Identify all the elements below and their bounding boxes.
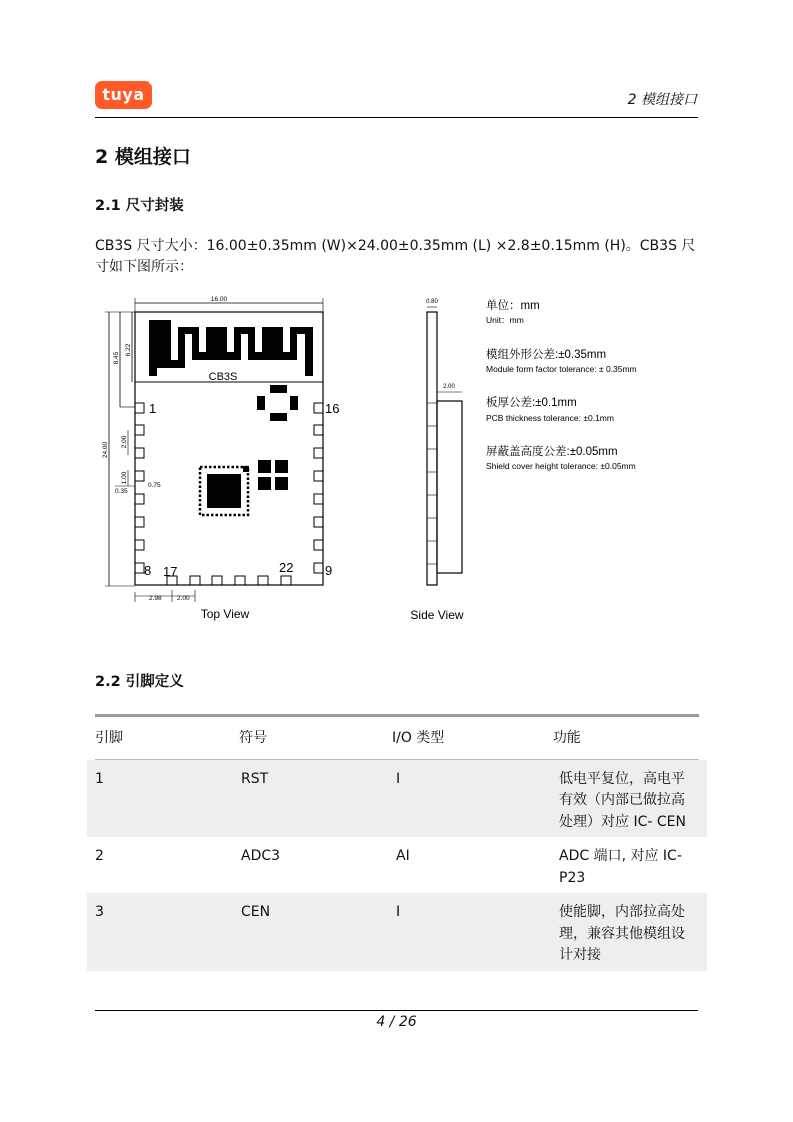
table-row: [87, 760, 707, 838]
header-io-type: I/O 类型: [391, 730, 445, 746]
top-view: [105, 298, 323, 602]
dim-bottom-pitch: 2.00: [177, 595, 190, 602]
header-divider: [95, 117, 698, 118]
cell-pin: 2: [95, 848, 104, 864]
dim-pitch: 2.00: [121, 435, 128, 449]
cell-symbol: CEN: [241, 904, 271, 920]
note-cn-1: 模组外形公差:±0.35mm: [486, 349, 607, 361]
header-section-title: 2 模组接口: [627, 92, 697, 108]
cell-function: 低电平复位，高电平有效（内部已做拉高处理）对应 IC- CEN: [559, 770, 686, 830]
cell-io: AI: [396, 848, 410, 864]
note-cn-2: 板厚公差:±0.1mm: [486, 397, 577, 409]
page-number: 4 / 26: [376, 1014, 417, 1030]
dim-antenna-inner: 6.22: [125, 343, 132, 357]
logo-text: tuya: [102, 85, 145, 104]
header-pin: 引脚: [95, 730, 123, 746]
pin-label-8: 8: [144, 563, 152, 578]
note-en-0: Unit：mm: [486, 315, 524, 325]
chip-label: CB3S: [208, 371, 238, 383]
cell-io: I: [396, 904, 401, 920]
cell-pin: 3: [95, 904, 104, 920]
dim-antenna: 8.45: [113, 351, 120, 365]
dim-height: 24.00: [102, 441, 109, 459]
header-function: 功能: [552, 730, 581, 746]
dim-edge: 0.35: [115, 488, 128, 495]
note-en-3: Shield cover height tolerance: ±0.05mm: [486, 461, 636, 471]
pin-label-9: 9: [325, 563, 333, 578]
pin-label-17: 17: [163, 564, 178, 579]
chapter-title: 2 模组接口: [95, 146, 191, 168]
cell-symbol: RST: [241, 770, 269, 787]
dim-bottom-offset: 2.98: [149, 595, 162, 602]
module-drawing: [95, 290, 701, 630]
cell-function: ADC 端口, 对应 IC-P23: [559, 848, 682, 886]
side-view: [427, 307, 462, 585]
note-en-1: Module form factor tolerance: ± 0.35mm: [486, 364, 637, 374]
cell-function: 使能脚，内部拉高处理，兼容其他模组设计对接: [559, 904, 685, 963]
cell-symbol: ADC3: [241, 848, 281, 864]
dim-shield: 2.00: [443, 384, 455, 390]
note-cn-0: 单位：mm: [486, 300, 540, 312]
dim-width: 16.00: [210, 296, 228, 303]
header-symbol: 符号: [239, 730, 268, 746]
dim-pad-height: 1.00: [121, 471, 128, 485]
pin-definition-table: [87, 714, 707, 971]
table-header-row: [95, 717, 699, 760]
tuya-logo: [95, 81, 152, 109]
pin-label-16: 16: [325, 401, 340, 416]
side-view-caption: Side View: [410, 608, 464, 622]
table-row: [87, 837, 707, 893]
cell-pin: 1: [95, 770, 104, 787]
cell-io: I: [396, 770, 401, 787]
wifi-icon: ◝: [149, 82, 153, 92]
dimension-paragraph: CB3S 尺寸大小：16.00±0.35mm (W)×24.00±0.35mm (L) ×2.8±0.15mm (H)。CB3S 尺寸如下图所示：: [95, 238, 696, 275]
note-cn-3: 屏蔽盖高度公差:±0.05mm: [486, 446, 618, 458]
pin-label-22: 22: [279, 560, 294, 575]
pin-label-1: 1: [149, 401, 157, 416]
section-2-1-heading: 2.1 尺寸封装: [95, 198, 184, 214]
dim-pad-width: 0.75: [148, 482, 161, 489]
top-view-caption: Top View: [200, 607, 250, 621]
footer-divider: [95, 1010, 698, 1011]
table-row: [87, 893, 707, 971]
section-2-2-heading: 2.2 引脚定义: [95, 674, 184, 690]
dim-thickness: 0.80: [426, 299, 438, 305]
note-en-2: PCB thickness tolerance: ±0.1mm: [486, 413, 614, 423]
